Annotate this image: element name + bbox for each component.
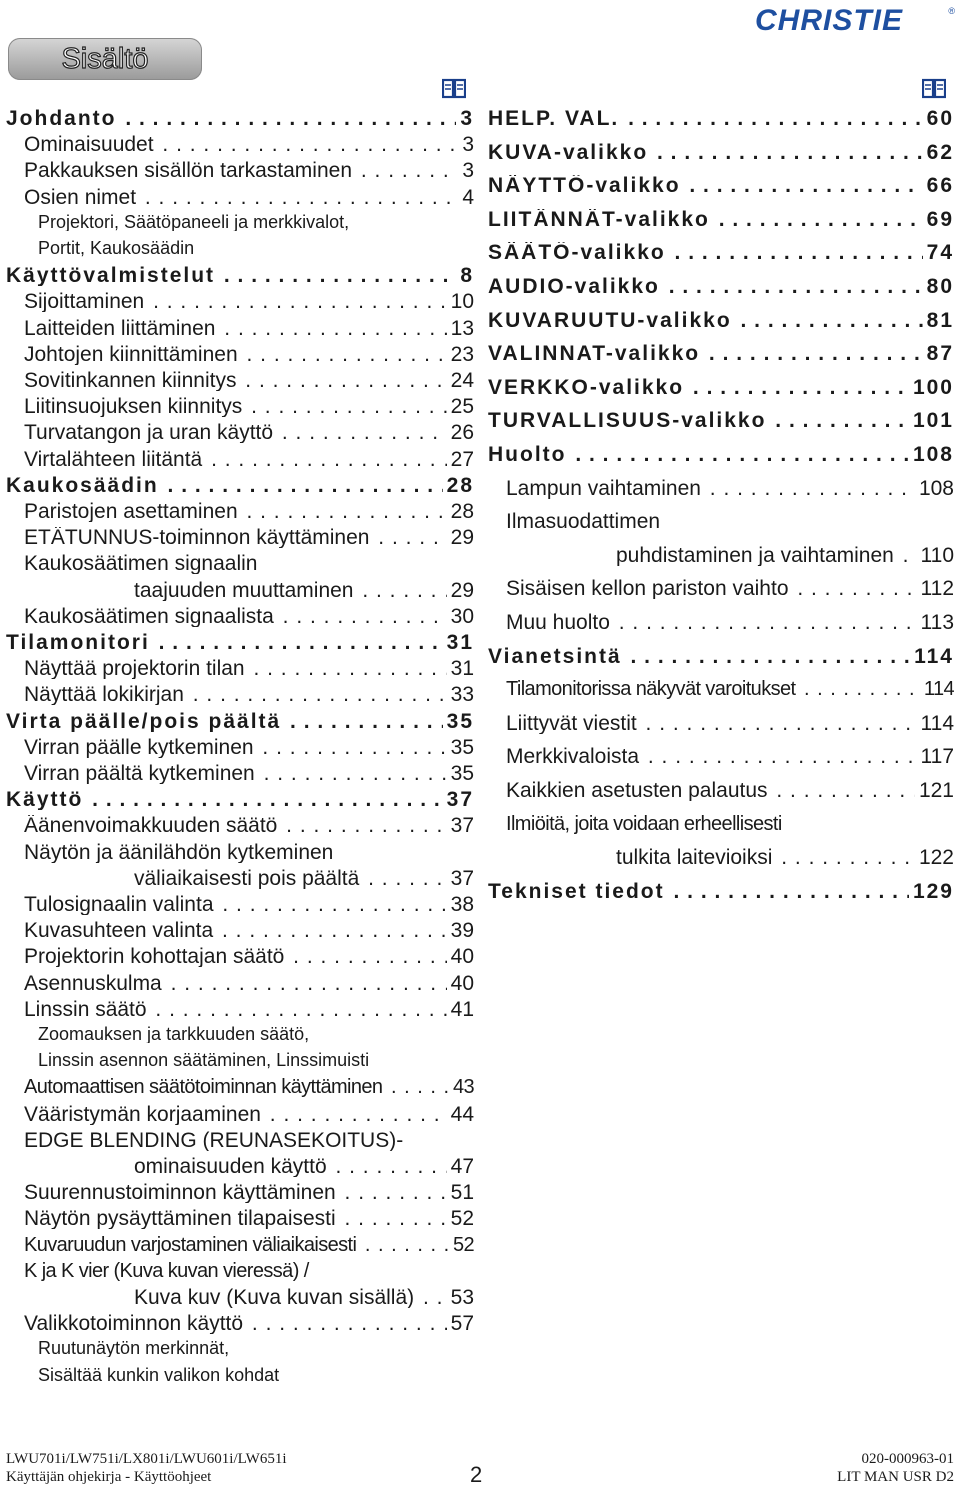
toc-entry[interactable] bbox=[488, 142, 954, 163]
toc-entry-label: ominaisuuden käyttö bbox=[134, 1156, 327, 1177]
toc-entry-label: Virta päälle/pois päältä bbox=[6, 710, 282, 732]
page-number: 2 bbox=[470, 1462, 483, 1487]
toc-entry-label: tulkita laitevioiksi bbox=[616, 847, 773, 869]
toc-entry-label: VERKKO-valikko bbox=[488, 376, 685, 398]
toc-entry[interactable] bbox=[38, 1051, 474, 1069]
toc-entry[interactable] bbox=[488, 343, 954, 364]
toc-entry-page: 60 bbox=[923, 108, 954, 129]
toc-entry-label: KUVARUUTU-valikko bbox=[488, 309, 732, 331]
toc-entry-label: Suurennustoiminnon käyttäminen bbox=[24, 1182, 336, 1204]
toc-entry-page: 47 bbox=[447, 1156, 474, 1177]
toc-entry-page: 114 bbox=[910, 646, 954, 667]
toc-entry-label: Kuva kuv (Kuva kuvan sisällä) bbox=[134, 1287, 415, 1308]
toc-entry-page: 35 bbox=[447, 737, 474, 758]
toc-entry-label: ETÄTUNNUS-toiminnon käyttäminen bbox=[24, 527, 370, 549]
toc-entry-page: 13 bbox=[447, 318, 474, 339]
toc-entry-label: Vääristymän korjaaminen bbox=[24, 1103, 261, 1125]
toc-entry-label: Liittyvät viestit bbox=[506, 712, 637, 734]
toc-entry[interactable] bbox=[38, 1339, 474, 1357]
toc-entry-label: Virran päälle kytkeminen bbox=[24, 736, 254, 758]
toc-entry[interactable] bbox=[24, 501, 474, 522]
toc-entry[interactable] bbox=[24, 920, 474, 941]
toc-entry-page: 80 bbox=[923, 276, 954, 297]
toc-entry-label: Virran päältä kytkeminen bbox=[24, 763, 255, 784]
toc-entry-page: 122 bbox=[915, 847, 954, 868]
toc-entry-label: Johdanto bbox=[6, 108, 117, 129]
toc-entry[interactable] bbox=[488, 377, 954, 398]
toc-entry[interactable] bbox=[24, 1130, 474, 1151]
toc-entry-page: 66 bbox=[923, 175, 954, 196]
toc-entry-label: Paristojen asettaminen bbox=[24, 501, 238, 522]
toc-entry[interactable] bbox=[24, 763, 474, 784]
toc-entry-label: Turvatangon ja uran käyttö bbox=[24, 422, 274, 444]
toc-entry-page: 29 bbox=[447, 580, 474, 601]
toc-entry-label: Kaikkien asetusten palautus bbox=[506, 780, 768, 801]
toc-entry-label: Portit, Kaukosäädin bbox=[38, 239, 195, 257]
toc-entry-label: Käyttö bbox=[6, 789, 84, 811]
toc-entry[interactable] bbox=[24, 344, 474, 365]
toc-entry-label: K ja K vier (Kuva kuvan vieressä) / bbox=[24, 1260, 309, 1281]
toc-entry[interactable] bbox=[616, 545, 954, 566]
toc-entry[interactable] bbox=[24, 1182, 474, 1203]
toc-entry-page: 87 bbox=[923, 343, 954, 364]
toc-entry-label: Projektorin kohottajan säätö bbox=[24, 946, 285, 968]
brand-logo bbox=[755, 4, 955, 38]
toc-entry[interactable] bbox=[24, 134, 474, 155]
toc-entry[interactable] bbox=[6, 265, 474, 286]
toc-entry-label: KUVA-valikko bbox=[488, 141, 649, 163]
book-icon bbox=[922, 78, 946, 100]
toc-entry[interactable] bbox=[6, 789, 474, 810]
toc-entry-label: Ilmasuodattimen bbox=[506, 511, 661, 533]
toc-entry[interactable] bbox=[488, 209, 954, 230]
toc-entry-page: 35 bbox=[443, 711, 474, 732]
toc-entry-label: Asennuskulma bbox=[24, 972, 162, 994]
toc-entry-page: 30 bbox=[447, 606, 474, 627]
toc-entry-page: 28 bbox=[443, 475, 474, 496]
toc-entry[interactable] bbox=[134, 868, 474, 889]
toc-entry-page: 26 bbox=[447, 422, 474, 443]
logo-text: CHRISTIE bbox=[755, 4, 904, 37]
toc-entry-label: Ruutunäytön merkinnät, bbox=[38, 1339, 230, 1358]
toc-entry-label: Virtalähteen liitäntä bbox=[24, 448, 203, 470]
toc-entry-page: 43 bbox=[449, 1077, 474, 1097]
toc-entry-label: Linssin säätö bbox=[24, 998, 147, 1020]
toc-entry-page: 40 bbox=[447, 946, 474, 967]
toc-entry[interactable] bbox=[506, 713, 954, 734]
toc-entry-label: puhdistaminen ja vaihtaminen bbox=[616, 544, 894, 566]
toc-entry-page: 25 bbox=[447, 396, 474, 417]
toc-entry[interactable] bbox=[24, 291, 474, 312]
toc-entry[interactable] bbox=[24, 1208, 474, 1229]
toc-entry-page: 31 bbox=[447, 658, 474, 679]
toc-entry-label: Äänenvoimakkuuden säätö bbox=[24, 815, 278, 837]
toc-entry-page: 53 bbox=[447, 1287, 474, 1308]
toc-entry-label: Sijoittaminen bbox=[24, 291, 145, 313]
toc-entry[interactable] bbox=[488, 276, 954, 297]
toc-entry-page: 4 bbox=[458, 187, 474, 208]
toc-entry[interactable] bbox=[38, 1025, 474, 1043]
toc-entry[interactable] bbox=[506, 578, 954, 599]
toc-entry-label: Tekniset tiedot bbox=[488, 880, 665, 902]
toc-entry[interactable] bbox=[24, 737, 474, 758]
toc-entry-label: Tulosignaalin valinta bbox=[24, 894, 214, 915]
toc-entry[interactable] bbox=[488, 444, 954, 465]
toc-entry[interactable] bbox=[24, 396, 474, 417]
toc-entry-label: Näyttää projektorin tilan bbox=[24, 658, 245, 680]
logo-reg-mark: ® bbox=[948, 6, 955, 16]
toc-entry[interactable] bbox=[24, 1261, 474, 1281]
toc-entry-page: 41 bbox=[447, 999, 474, 1020]
toc-entry[interactable] bbox=[24, 1077, 474, 1097]
toc-entry[interactable] bbox=[38, 1366, 474, 1384]
toc-entry-page: 23 bbox=[447, 344, 474, 365]
footer-lit-code: LIT MAN USR D2 bbox=[837, 1469, 954, 1485]
toc-entry-label: Näytön pysäyttäminen tilapaisesti bbox=[24, 1208, 336, 1230]
toc-entry-label: LIITÄNNÄT-valikko bbox=[488, 208, 710, 230]
toc-entry-page: 62 bbox=[923, 142, 954, 163]
toc-entry-label: Osien nimet bbox=[24, 186, 137, 208]
toc-entry[interactable] bbox=[488, 310, 954, 331]
toc-entry-label: Ilmiöitä, joita voidaan erheellisesti bbox=[506, 813, 782, 834]
toc-entry-label: Johtojen kiinnittäminen bbox=[24, 343, 238, 365]
toc-entry[interactable] bbox=[24, 527, 474, 548]
toc-entry-label: SÄÄTÖ-valikko bbox=[488, 242, 666, 264]
toc-entry-label: taajuuden muuttaminen bbox=[134, 579, 354, 601]
toc-entry-label: Kaukosäädin bbox=[6, 474, 159, 496]
toc-entry[interactable] bbox=[38, 239, 474, 257]
toc-entry-label: Kaukosäätimen signaalista bbox=[24, 605, 274, 627]
toc-entry-page: 31 bbox=[443, 632, 474, 653]
toc-entry-label: AUDIO-valikko bbox=[488, 276, 660, 297]
toc-entry[interactable] bbox=[6, 711, 474, 732]
toc-entry-page: 57 bbox=[447, 1313, 474, 1334]
footer-right bbox=[837, 1450, 954, 1486]
toc-entry-label: Liitinsuojuksen kiinnitys bbox=[24, 396, 243, 418]
page-title: Sisältö bbox=[61, 43, 149, 75]
toc-entry-label: Linssin asennon säätäminen, Linssimuisti bbox=[38, 1051, 370, 1070]
toc-entry[interactable] bbox=[506, 814, 954, 834]
toc-entry-label: Projektori, Säätöpaneeli ja merkkivalot, bbox=[38, 212, 350, 231]
toc-entry[interactable] bbox=[24, 815, 474, 836]
toc-entry-page: 108 bbox=[915, 478, 954, 499]
toc-entry-page: 51 bbox=[447, 1182, 474, 1203]
toc-entry[interactable] bbox=[488, 108, 954, 129]
toc-entry-page: 39 bbox=[447, 920, 474, 941]
toc-entry-label: Sisältää kunkin valikon kohdat bbox=[38, 1365, 280, 1384]
toc-entry-label: Huolto bbox=[488, 444, 567, 465]
toc-entry[interactable] bbox=[24, 684, 474, 705]
toc-entry-page: 27 bbox=[447, 449, 474, 470]
toc-entry[interactable] bbox=[24, 999, 474, 1020]
toc-entry-label: Vianetsintä bbox=[488, 645, 622, 667]
footer-models: LWU701i/LW751i/LX801i/LWU601i/LW651i bbox=[6, 1451, 287, 1467]
toc-entry-label: NÄYTTÖ-valikko bbox=[488, 175, 681, 197]
toc-entry-page: 33 bbox=[447, 684, 474, 705]
toc-entry[interactable] bbox=[488, 410, 954, 431]
toc-entry-label: Sovitinkannen kiinnitys bbox=[24, 370, 237, 391]
toc-entry[interactable] bbox=[6, 108, 474, 129]
toc-entry[interactable] bbox=[24, 318, 474, 339]
toc-entry-label: Kaukosäätimen signaalin bbox=[24, 553, 258, 575]
toc-entry[interactable] bbox=[616, 847, 954, 868]
toc-entry[interactable] bbox=[24, 160, 474, 181]
toc-entry-page: 108 bbox=[909, 444, 954, 465]
footer-left bbox=[6, 1450, 287, 1486]
toc-entry-label: Lampun vaihtaminen bbox=[506, 477, 701, 499]
toc-entry[interactable] bbox=[6, 632, 474, 653]
toc-entry[interactable] bbox=[24, 894, 474, 915]
toc-entry-page: 38 bbox=[447, 894, 474, 915]
toc-entry-page: 117 bbox=[917, 746, 954, 767]
toc-entry[interactable] bbox=[6, 475, 474, 496]
toc-entry-label: Näyttää lokikirjan bbox=[24, 684, 184, 706]
toc-entry-page: 81 bbox=[923, 310, 954, 331]
toc-entry-label: TURVALLISUUS-valikko bbox=[488, 410, 767, 432]
toc-entry[interactable] bbox=[134, 1287, 474, 1308]
toc-entry-label: Pakkauksen sisällön tarkastaminen bbox=[24, 160, 353, 182]
toc-entry-label: Näytön ja äänilähdön kytkeminen bbox=[24, 841, 334, 863]
toc-entry-label: väliaikaisesti pois päältä bbox=[134, 867, 360, 889]
toc-entry-label: Automaattisen säätötoiminnan käyttäminen bbox=[24, 1077, 383, 1098]
toc-entry-page: 24 bbox=[447, 370, 474, 391]
toc-entry-page: 113 bbox=[917, 612, 954, 633]
toc-entry-page: 114 bbox=[917, 713, 954, 734]
toc-entry-page: 3 bbox=[458, 134, 474, 155]
toc-entry-label: Merkkivaloista bbox=[506, 746, 640, 768]
toc-entry-label: Tilamonitori bbox=[6, 632, 150, 653]
toc-entry-label: Zoomauksen ja tarkkuuden säätö, bbox=[38, 1025, 310, 1043]
toc-entry[interactable] bbox=[488, 646, 954, 667]
toc-entry-label: Laitteiden liittäminen bbox=[24, 317, 216, 339]
toc-entry-page: 69 bbox=[923, 209, 954, 230]
toc-entry-label: Tilamonitorissa näkyvät varoitukset bbox=[506, 679, 796, 700]
toc-entry[interactable] bbox=[506, 780, 954, 801]
toc-entry-page: 101 bbox=[909, 410, 954, 431]
toc-entry[interactable] bbox=[506, 679, 954, 699]
toc-entry[interactable] bbox=[24, 1313, 474, 1334]
toc-entry[interactable] bbox=[24, 946, 474, 967]
toc-entry[interactable] bbox=[24, 1104, 474, 1125]
toc-entry[interactable] bbox=[24, 1235, 474, 1255]
toc-entry-page: 8 bbox=[456, 265, 474, 286]
toc-entry[interactable] bbox=[488, 881, 954, 902]
toc-entry[interactable] bbox=[24, 973, 474, 994]
toc-entry-page: 100 bbox=[909, 377, 954, 398]
toc-entry-page: 37 bbox=[443, 789, 474, 810]
toc-entry[interactable] bbox=[506, 478, 954, 499]
toc-entry-page: 52 bbox=[449, 1235, 474, 1255]
toc-entry-page: 37 bbox=[447, 868, 474, 889]
footer-manual: Käyttäjän ohjekirja - Käyttöohjeet bbox=[6, 1469, 212, 1485]
toc-entry-page: 35 bbox=[447, 763, 474, 784]
toc-entry-label: HELP. VAL. bbox=[488, 108, 620, 129]
toc-entry-page: 28 bbox=[447, 501, 474, 522]
toc-entry[interactable] bbox=[24, 370, 474, 391]
toc-entry-page: 129 bbox=[909, 881, 954, 902]
toc-entry-page: 37 bbox=[447, 815, 474, 836]
toc-entry-label: Ominaisuudet bbox=[24, 134, 154, 156]
toc-entry-page: 52 bbox=[447, 1208, 474, 1229]
toc-entry[interactable] bbox=[24, 187, 474, 208]
toc-entry[interactable] bbox=[38, 213, 474, 231]
toc-entry-label: Sisäisen kellon pariston vaihto bbox=[506, 578, 789, 600]
toc-entry[interactable] bbox=[488, 242, 954, 263]
toc-entry-page: 3 bbox=[458, 160, 474, 181]
toc-entry[interactable] bbox=[24, 553, 474, 574]
toc-entry-page: 29 bbox=[447, 527, 474, 548]
toc-entry[interactable] bbox=[24, 422, 474, 443]
book-icon bbox=[442, 78, 466, 100]
toc-entry[interactable] bbox=[134, 580, 474, 601]
toc-entry[interactable] bbox=[506, 746, 954, 767]
toc-entry-page: 3 bbox=[456, 108, 474, 129]
toc-entry[interactable] bbox=[24, 658, 474, 679]
toc-entry-label: Kuvasuhteen valinta bbox=[24, 920, 214, 942]
toc-entry-page: 10 bbox=[447, 291, 474, 312]
toc-entry[interactable] bbox=[134, 1156, 474, 1177]
toc-entry-label: VALINNAT-valikko bbox=[488, 343, 701, 365]
toc-entry-page: 74 bbox=[923, 242, 954, 263]
footer-doc-code: 020-000963-01 bbox=[861, 1451, 954, 1467]
toc-entry-page: 112 bbox=[917, 578, 954, 599]
toc-entry[interactable] bbox=[24, 606, 474, 627]
toc-entry-label: Valikkotoiminnon käyttö bbox=[24, 1313, 244, 1335]
toc-entry-label: Muu huolto bbox=[506, 612, 610, 633]
toc-entry-page: 110 bbox=[917, 545, 954, 566]
toc-entry-page: 40 bbox=[447, 973, 474, 994]
toc-entry[interactable] bbox=[506, 612, 954, 633]
toc-entry-page: 114 bbox=[920, 679, 954, 699]
toc-entry[interactable] bbox=[488, 175, 954, 196]
toc-entry[interactable] bbox=[24, 449, 474, 470]
toc-entry-label: EDGE BLENDING (REUNASEKOITUS)- bbox=[24, 1129, 404, 1151]
toc-entry-page: 44 bbox=[447, 1104, 474, 1125]
toc-entry-page: 121 bbox=[915, 780, 954, 801]
toc-entry[interactable] bbox=[506, 511, 954, 532]
toc-entry[interactable] bbox=[24, 842, 474, 863]
toc-entry-label: Kuvaruudun varjostaminen väliaikaisesti bbox=[24, 1234, 357, 1255]
toc-entry-label: Käyttövalmistelut bbox=[6, 265, 216, 287]
